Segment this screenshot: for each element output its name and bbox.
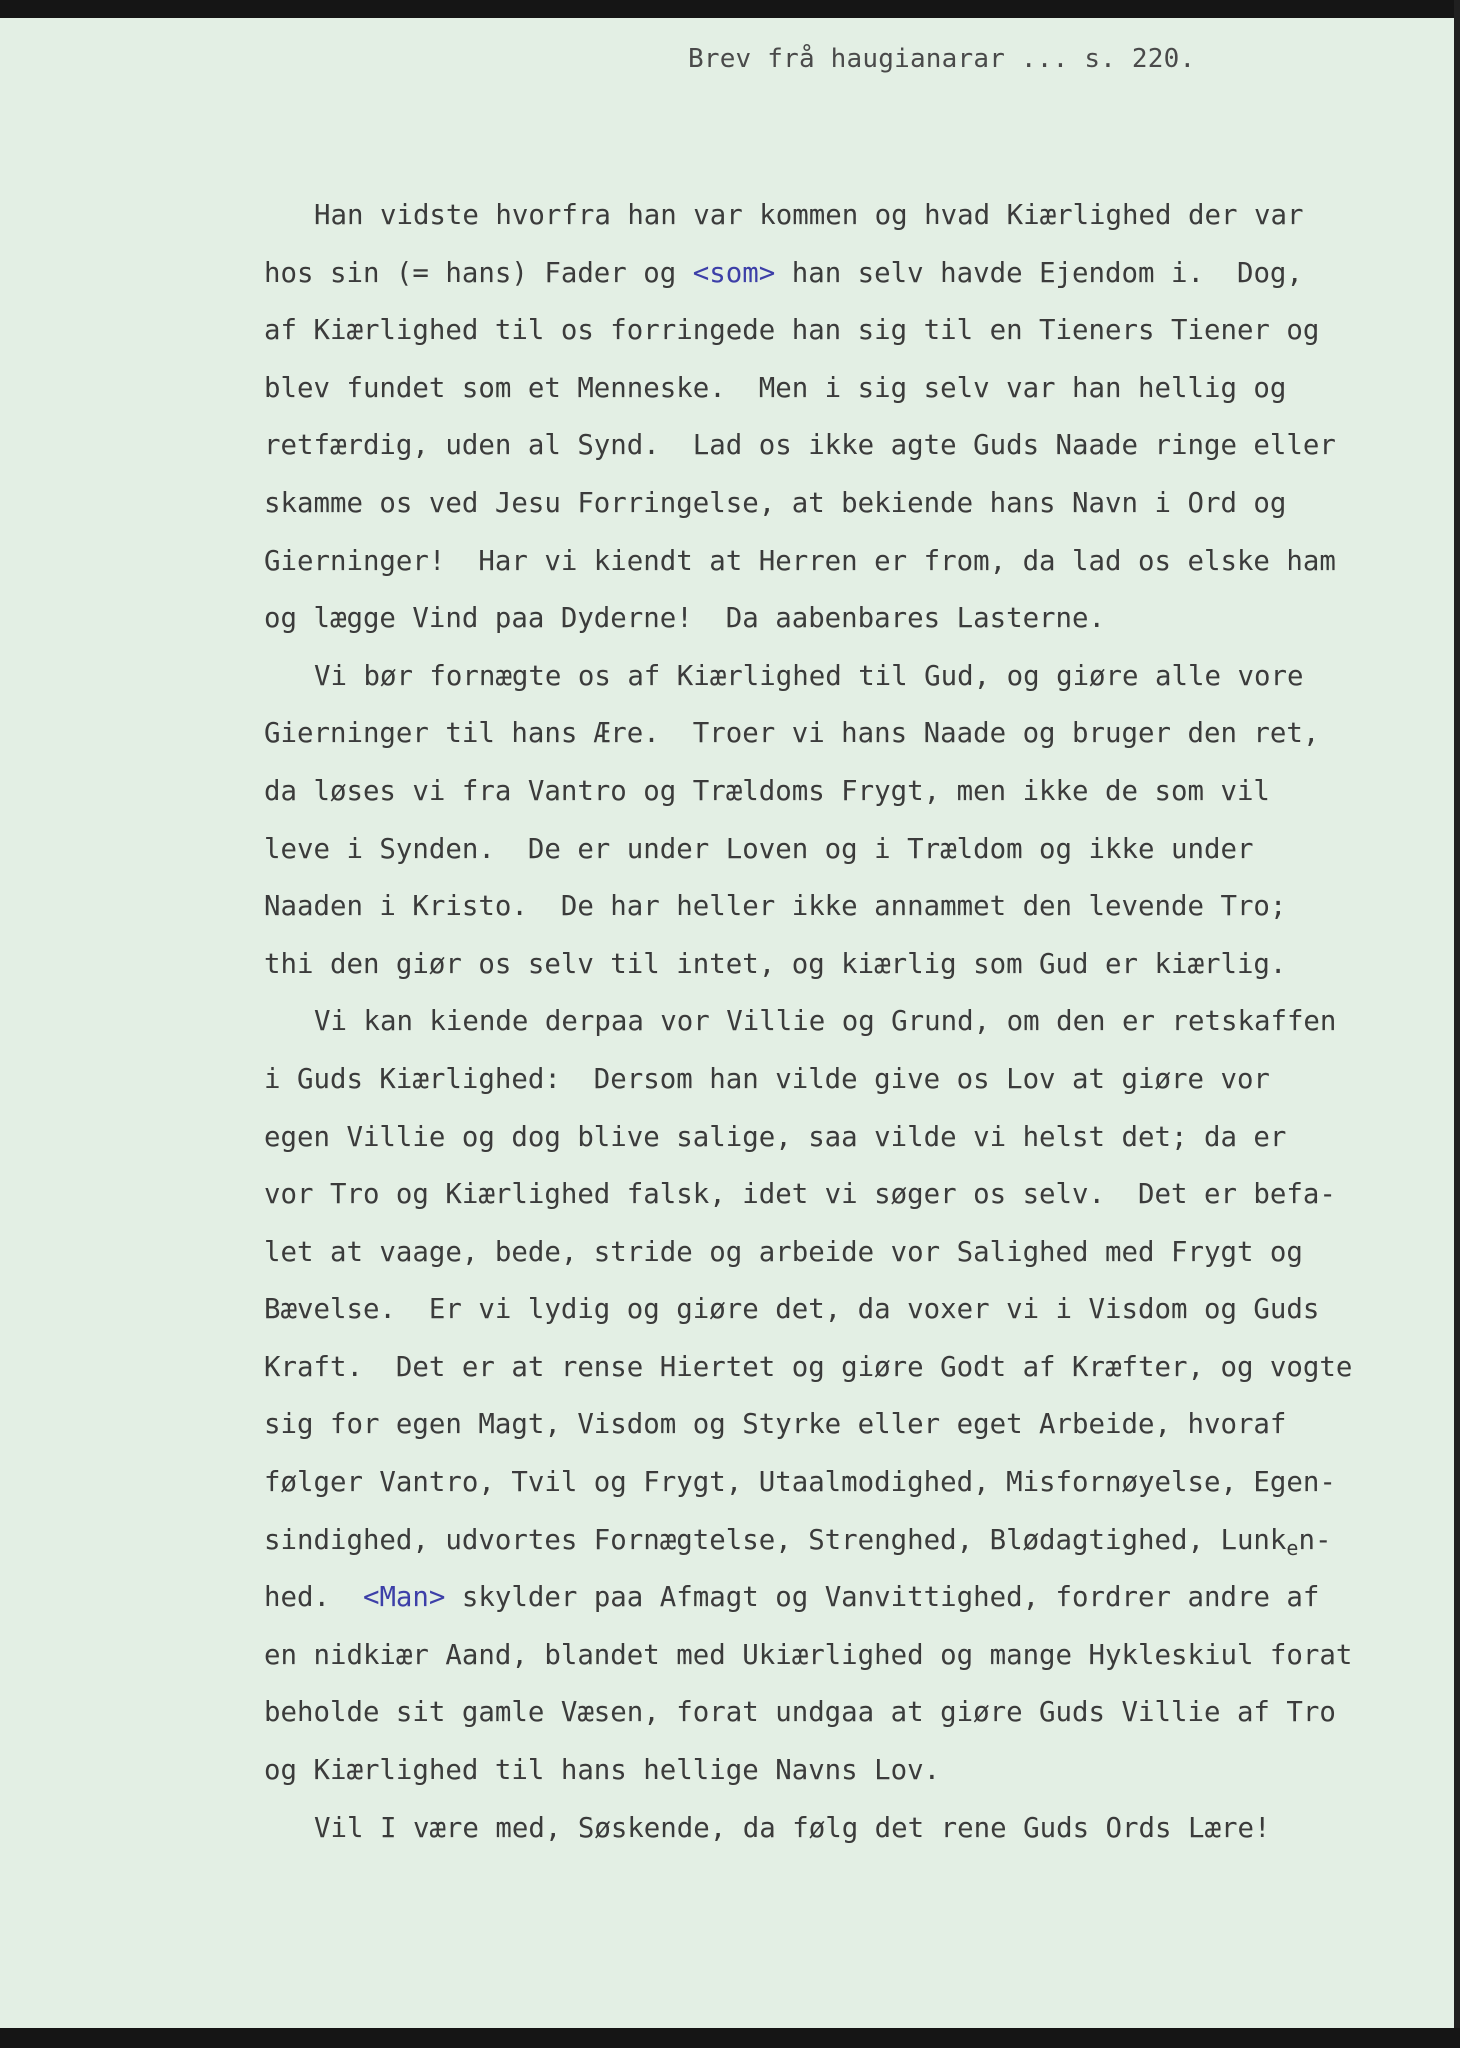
text-line — [264, 533, 1434, 591]
text-segment: vor Tro og Kiærlighed falsk, idet vi søger os selv. Det er befa- — [264, 1179, 1336, 1211]
text-segment: blev fundet som et Menneske. Men i sig selv var han hellig og — [264, 372, 1287, 404]
scan-edge-bottom — [0, 2028, 1460, 2048]
text-line — [264, 993, 1434, 1051]
text-segment: hos sin (= hans) Fader og — [264, 257, 693, 289]
text-line — [264, 1224, 1434, 1282]
text-segment: af Kiærlighed til os forringede han sig til en Tieners Tiener og — [264, 315, 1320, 347]
text-segment: sindighed, udvortes Fornægtelse, Strenghed, Blødagtighed, Lunk — [264, 1524, 1287, 1556]
editorial-insertion: <som> — [692, 257, 776, 289]
text-segment: n- — [1298, 1524, 1332, 1556]
text-segment: i Guds Kiærlighed: Dersom han vilde give os Lov at giøre vor — [264, 1063, 1270, 1095]
text-segment: Vi bør fornægte os af Kiærlighed til Gud, og giøre alle vore — [314, 660, 1304, 692]
text-line — [264, 763, 1434, 821]
text-segment: da løses vi fra Vantro og Trældoms Frygt, men ikke de som vil — [264, 775, 1270, 807]
text-segment: Naaden i Kristo. De har heller ikke annammet den levende Tro; — [264, 891, 1287, 923]
text-segment: Gierninger til hans Ære. Troer vi hans Naade og bruger den ret, — [264, 718, 1320, 750]
text-segment: Vil I være med, Søskende, da følg det rene Guds Ords Lære! — [314, 1812, 1271, 1844]
text-line — [264, 1684, 1434, 1742]
document-body — [264, 187, 1434, 1857]
text-line — [264, 1339, 1434, 1397]
text-line — [264, 1166, 1434, 1224]
text-line — [264, 302, 1434, 360]
text-segment: Han vidste hvorfra han var kommen og hvad Kiærlighed der var — [314, 200, 1304, 231]
text-segment: thi den giør os selv til intet, og kiærlig som Gud er kiærlig. — [264, 948, 1287, 980]
text-segment: egen Villie og dog blive salige, saa vilde vi helst det; da er — [264, 1121, 1287, 1153]
text-line — [264, 360, 1434, 418]
text-segment: og Kiærlighed til hans hellige Navns Lov. — [264, 1755, 941, 1787]
text-line — [264, 1627, 1434, 1685]
text-line — [264, 1800, 1434, 1858]
text-segment: let at vaage, bede, stride og arbeide vor Salighed med Frygt og — [264, 1236, 1303, 1268]
text-segment: skamme os ved Jesu Forringelse, at bekiende hans Navn i Ord og — [264, 487, 1287, 519]
text-segment: beholde sit gamle Væsen, forat undgaa at giøre Guds Villie af Tro — [264, 1697, 1336, 1729]
text-line — [264, 705, 1434, 763]
text-segment: Vi kan kiende derpaa vor Villie og Grund, om den er retskaffen — [314, 1006, 1337, 1038]
text-segment: hed. — [264, 1582, 363, 1614]
text-segment: Kraft. Det er at rense Hiertet og giøre Godt af Kræfter, og vogte — [264, 1351, 1353, 1383]
text-segment: sig for egen Magt, Visdom og Styrke eller eget Arbeide, hvoraf — [264, 1409, 1287, 1441]
text-line — [264, 878, 1434, 936]
text-line — [264, 590, 1434, 648]
text-segment: leve i Synden. De er under Loven og i Trældom og ikke under — [264, 833, 1254, 865]
text-line — [264, 1281, 1434, 1339]
text-line — [264, 187, 1434, 245]
text-line — [264, 1109, 1434, 1167]
text-line — [264, 475, 1434, 533]
page-header: Brev frå haugianarar ... s. 220. — [688, 44, 1196, 74]
text-segment: og lægge Vind paa Dyderne! Da aabenbares Lasterne. — [264, 603, 1106, 635]
subscript-correction: e — [1286, 1535, 1299, 1560]
text-line — [264, 648, 1434, 706]
text-segment: retfærdig, uden al Synd. Lad os ikke agte Guds Naade ringe eller — [264, 430, 1336, 462]
scan-edge-right — [1454, 0, 1460, 2048]
text-line — [264, 821, 1434, 879]
text-line — [264, 1454, 1434, 1512]
editorial-insertion: <Man> — [362, 1582, 446, 1614]
text-line — [264, 1569, 1434, 1627]
text-line — [264, 1051, 1434, 1109]
text-line — [264, 1742, 1434, 1800]
text-line — [264, 936, 1434, 994]
text-segment: Bævelse. Er vi lydig og giøre det, da voxer vi i Visdom og Guds — [264, 1294, 1320, 1326]
text-segment: skylder paa Afmagt og Vanvittighed, fordrer andre af — [445, 1582, 1320, 1614]
text-segment: følger Vantro, Tvil og Frygt, Utaalmodighed, Misfornøyelse, Egen- — [264, 1467, 1336, 1499]
text-segment: en nidkiær Aand, blandet med Ukiærlighed og mange Hykleskiul forat — [264, 1639, 1353, 1671]
text-line — [264, 417, 1434, 475]
text-segment: han selv havde Ejendom i. Dog, — [775, 257, 1303, 289]
text-line — [264, 1512, 1434, 1570]
text-line — [264, 245, 1434, 303]
scan-edge-top — [0, 0, 1460, 18]
text-segment: Gierninger! Har vi kiendt at Herren er from, da lad os elske ham — [264, 545, 1336, 577]
text-line — [264, 1396, 1434, 1454]
